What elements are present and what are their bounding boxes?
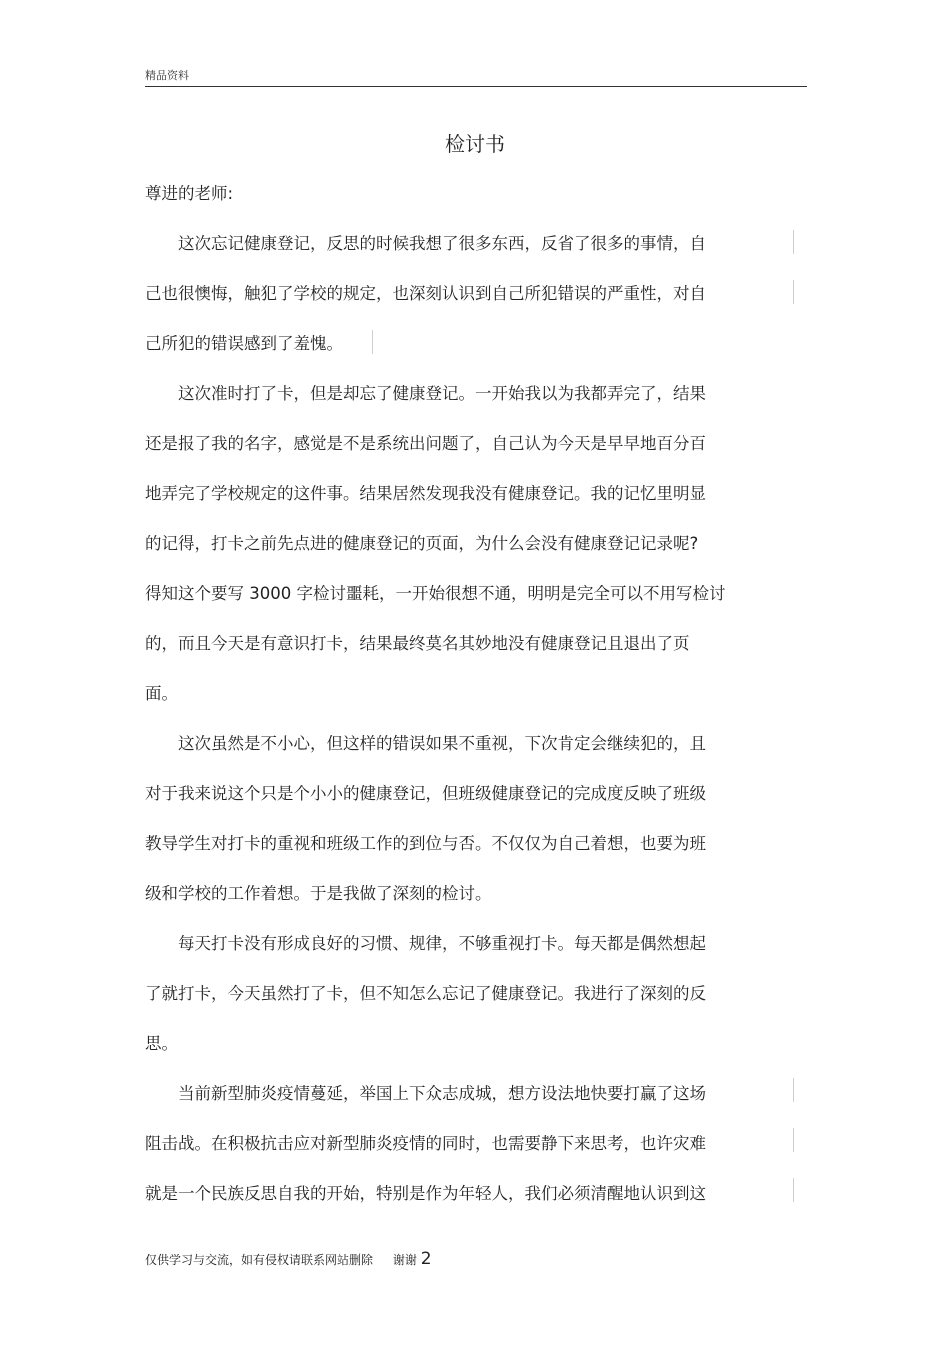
text-line: 就是一个民族反思自我的开始，特别是作为年轻人，我们必须清醒地认识到这 <box>145 1184 706 1203</box>
text-line: 教导学生对打卡的重视和班级工作的到位与否。不仅仅为自己着想，也要为班 <box>145 834 706 853</box>
text-line: 当前新型肺炎疫情蔓延，举国上下众志成城，想方设法地快要打赢了这场 <box>145 1084 706 1103</box>
text-line: 级和学校的工作着想。于是我做了深刻的检讨。 <box>145 884 492 903</box>
text-line: 得知这个要写 3000 字检讨噩耗，一开始很想不通，明明是完全可以不用写检讨 <box>145 584 726 603</box>
margin-mark <box>372 330 373 354</box>
header-label: 精品资料 <box>145 69 189 82</box>
margin-mark <box>793 1078 794 1102</box>
document-title: 检讨书 <box>445 132 505 156</box>
text-line: 己也很懊悔，触犯了学校的规定，也深刻认识到自己所犯错误的严重性，对自 <box>145 284 706 303</box>
text-line: 每天打卡没有形成良好的习惯、规律，不够重视打卡。每天都是偶然想起 <box>145 934 706 953</box>
margin-mark <box>793 1178 794 1202</box>
footer-thanks: 谢谢 <box>392 1253 417 1267</box>
footer-notice: 仅供学习与交流，如有侵权请联系网站删除 <box>145 1253 374 1267</box>
text-line: 对于我来说这个只是个小小的健康登记，但班级健康登记的完成度反映了班级 <box>145 784 706 803</box>
text-line: 这次准时打了卡，但是却忘了健康登记。一开始我以为我都弄完了，结果 <box>145 384 706 403</box>
text-line: 己所犯的错误感到了羞愧。 <box>145 334 343 353</box>
text-line: 了就打卡，今天虽然打了卡，但不知怎么忘记了健康登记。我进行了深刻的反 <box>145 984 706 1003</box>
text-line: 还是报了我的名字，感觉是不是系统出问题了，自己认为今天是早早地百分百 <box>145 434 706 453</box>
footer <box>145 1249 432 1269</box>
text-line: 地弄完了学校规定的这件事。结果居然发现我没有健康登记。我的记忆里明显 <box>145 484 706 503</box>
text-line: 这次虽然是不小心，但这样的错误如果不重视，下次肯定会继续犯的，且 <box>145 734 706 753</box>
text-line: 这次忘记健康登记，反思的时候我想了很多东西，反省了很多的事情，自 <box>145 234 706 253</box>
text-line: 的，而且今天是有意识打卡，结果最终莫名其妙地没有健康登记且退出了页 <box>145 634 690 653</box>
page-number: 2 <box>420 1249 432 1269</box>
text-line: 阻击战。在积极抗击应对新型肺炎疫情的同时，也需要静下来思考，也许灾难 <box>145 1134 706 1153</box>
salutation: 尊进的老师: <box>145 184 234 203</box>
header-rule <box>145 86 807 87</box>
text-line: 的记得，打卡之前先点进的健康登记的页面，为什么会没有健康登记记录呢? <box>145 534 699 553</box>
text-line: 思。 <box>145 1034 178 1053</box>
margin-mark <box>793 1128 794 1152</box>
margin-mark <box>793 280 794 304</box>
margin-mark <box>793 230 794 254</box>
text-line: 面。 <box>145 684 178 703</box>
